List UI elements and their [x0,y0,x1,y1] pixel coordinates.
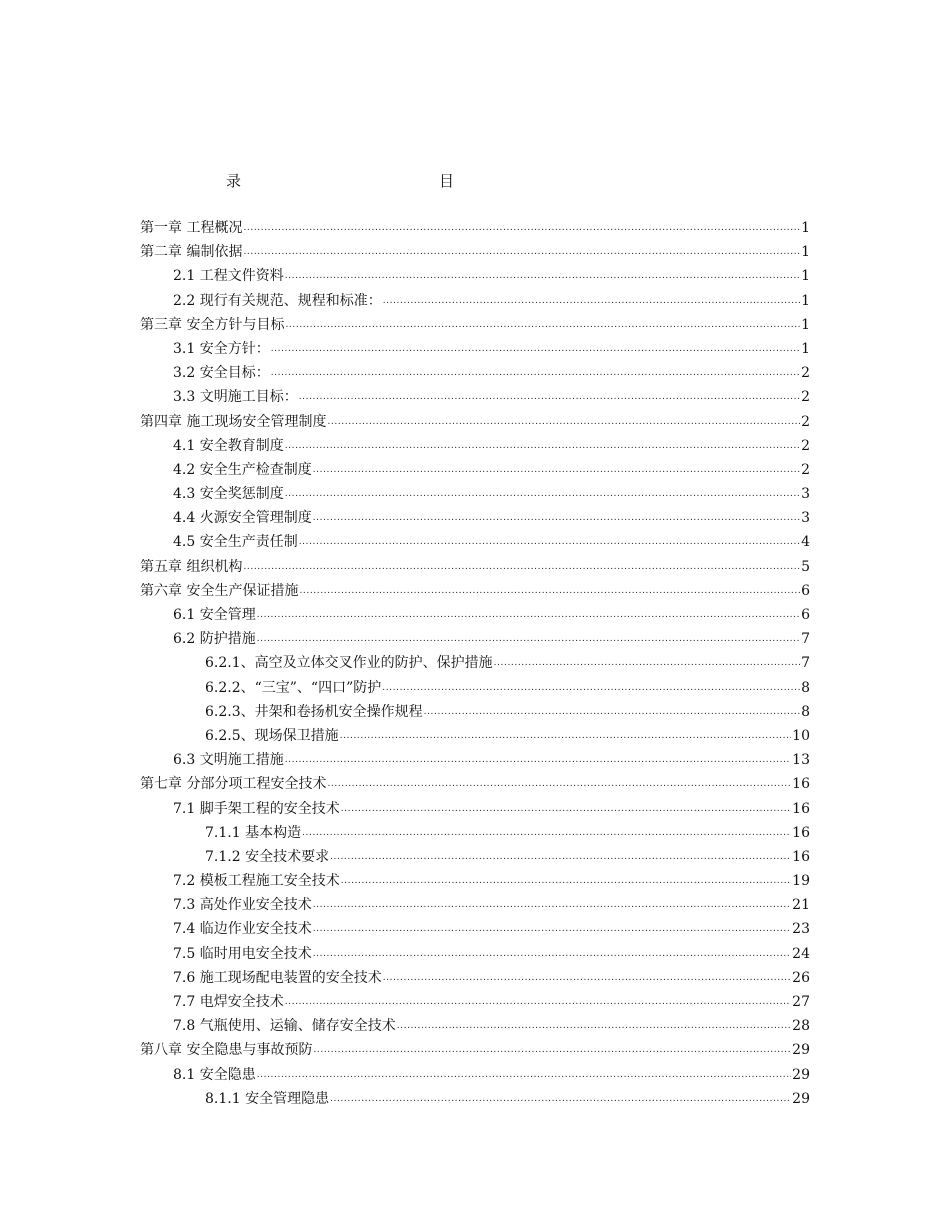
toc-dot-leader [271,343,800,355]
toc-entry-page-number: 3 [801,510,810,527]
toc-entry-label: 7.6 施工现场配电装置的安全技术 [173,969,382,986]
toc-entry-label: 3.1 安全方针： [173,340,270,357]
toc-dot-leader [257,609,800,621]
toc-entry[interactable] [140,700,810,724]
toc-dot-leader [257,633,800,645]
toc-entry-page-number: 29 [792,1042,810,1059]
toc-entry-label: 4.1 安全教育制度 [173,437,284,454]
toc-dot-leader [285,319,800,331]
toc-dot-leader [313,948,791,960]
toc-entry-label: 第三章 安全方针与目标 [140,316,285,333]
toc-entry[interactable] [140,797,810,821]
toc-dot-leader [313,464,800,476]
toc-dot-leader [243,222,800,234]
toc-entry-page-number: 16 [792,776,810,793]
toc-entry-label: 第四章 施工现场安全管理制度 [140,413,327,430]
toc-entry[interactable] [140,1038,810,1062]
toc-entry-page-number: 16 [792,824,810,841]
toc-entry-label: 7.1.2 安全技术要求 [205,848,330,865]
toc-entry[interactable] [140,772,810,796]
toc-entry-label: 7.4 临边作业安全技术 [173,921,312,938]
toc-entry-page-number: 29 [792,1066,810,1083]
toc-entry[interactable] [140,893,810,917]
toc-entry-page-number: 1 [801,244,810,261]
toc-entry-label: 7.3 高处作业安全技术 [173,897,312,914]
toc-entry[interactable] [140,289,810,313]
toc-entry[interactable] [140,724,810,748]
toc-entry-label: 7.1.1 基本构造 [205,824,302,841]
toc-entry-page-number: 8 [801,703,810,720]
toc-entry[interactable] [140,482,810,506]
toc-entry[interactable] [140,942,810,966]
toc-dot-leader [302,827,791,839]
toc-dot-leader [382,682,800,694]
toc-entry-page-number: 1 [801,316,810,333]
toc-entry-page-number: 29 [792,1090,810,1107]
toc-entry-page-number: 5 [801,558,810,575]
toc-entry[interactable] [140,603,810,627]
toc-entry-label: 第八章 安全隐患与事故预防 [140,1042,313,1059]
toc-entry-label: 6.2 防护措施 [173,631,256,648]
toc-dot-leader [285,754,791,766]
toc-entry-page-number: 3 [801,486,810,503]
toc-entry[interactable] [140,579,810,603]
toc-dot-leader [299,391,800,403]
toc-entry-label: 3.3 文明施工目标： [173,389,298,406]
toc-dot-leader [327,416,800,428]
toc-entry-page-number: 8 [801,679,810,696]
toc-entry-page-number: 10 [792,727,810,744]
toc-dot-leader [313,512,800,524]
toc-entry-page-number: 1 [801,220,810,236]
toc-title [0,170,950,191]
toc-entry[interactable] [140,264,810,288]
toc-entry[interactable] [140,434,810,458]
toc-dot-leader [313,1044,791,1056]
toc-entry[interactable] [140,555,810,579]
toc-entry-page-number: 24 [792,945,810,962]
toc-entry-label: 4.4 火源安全管理制度 [173,510,312,527]
toc-entry-label: 2.2 现行有关规范、规程和标准： [173,292,382,309]
toc-entry-page-number: 2 [801,389,810,406]
toc-title-char-1: 目 [438,172,454,190]
toc-entry[interactable] [140,1063,810,1087]
toc-entry-page-number: 2 [801,413,810,430]
toc-entry[interactable] [140,869,810,893]
toc-entry[interactable] [140,240,810,264]
toc-dot-leader [397,1020,791,1032]
toc-entry-page-number: 6 [801,607,810,623]
toc-entry-page-number: 1 [801,340,810,357]
toc-dot-leader [327,778,791,790]
toc-dot-leader [330,851,791,863]
toc-entry[interactable] [140,990,810,1014]
toc-entry-label: 7.5 临时用电安全技术 [173,945,312,962]
toc-dot-leader [299,536,800,548]
toc-dot-leader [383,972,791,984]
toc-entry[interactable] [140,821,810,845]
toc-entry[interactable] [140,410,810,434]
toc-entry-label: 7.7 电焊安全技术 [173,994,284,1010]
toc-entry-page-number: 27 [792,994,810,1010]
toc-entry-label: 4.3 安全奖惩制度 [173,486,284,503]
toc-entry[interactable] [140,1087,810,1111]
toc-dot-leader [299,585,800,597]
toc-entry-label: 7.8 气瓶使用、运输、储存安全技术 [173,1018,396,1035]
toc-entry-page-number: 7 [801,655,810,672]
toc-dot-leader [243,246,800,258]
toc-dot-leader [424,706,800,718]
toc-entry-page-number: 16 [792,848,810,865]
toc-dot-leader [271,367,800,379]
toc-entry-page-number: 4 [801,534,810,551]
toc-entry-page-number: 26 [792,969,810,986]
toc-entry[interactable] [140,627,810,651]
toc-entry[interactable] [140,506,810,530]
toc-dot-leader [257,1069,791,1081]
toc-entry-page-number: 6 [801,582,810,599]
toc-entry-page-number: 2 [801,461,810,478]
toc-dot-leader [341,803,791,815]
toc-dot-leader [313,923,791,935]
toc-entry-page-number: 2 [801,437,810,454]
toc-entry[interactable] [140,361,810,385]
toc-entry-label: 7.2 模板工程施工安全技术 [173,873,340,890]
toc-entry[interactable] [140,530,810,554]
toc-entry-page-number: 19 [792,873,810,890]
toc-entry-label: 第一章 工程概况 [140,220,243,236]
toc-entry-page-number: 16 [792,800,810,817]
toc-dot-leader [285,488,800,500]
toc-entry-label: 6.2.2、“三宝”、“四口”防护 [205,679,382,696]
toc-dot-leader [243,561,800,573]
toc-entry[interactable] [140,845,810,869]
toc-entry-label: 第二章 编制依据 [140,244,243,261]
toc-entry[interactable] [140,385,810,409]
toc-entry-label: 3.2 安全目标： [173,365,270,382]
toc-entry-page-number: 1 [801,292,810,309]
toc-entry-label: 6.2.5、现场保卫措施 [205,727,339,744]
toc-entry[interactable] [140,458,810,482]
toc-entry-page-number: 1 [801,268,810,285]
toc-entry[interactable] [140,651,810,675]
toc-entry-label: 6.2.3、井架和卷扬机安全操作规程 [205,703,423,720]
toc-entry-label: 6.1 安全管理 [173,607,256,623]
toc-dot-leader [285,996,791,1008]
toc-entry-label: 7.1 脚手架工程的安全技术 [173,800,340,817]
toc-entry[interactable] [140,313,810,337]
toc-entry-page-number: 13 [792,752,810,769]
toc-entry-page-number: 2 [801,365,810,382]
toc-entry-label: 8.1.1 安全管理隐患 [205,1090,330,1107]
toc-entry-page-number: 28 [792,1018,810,1035]
toc-dot-leader [383,295,800,307]
toc-dot-leader [313,899,791,911]
toc-dot-leader [285,440,800,452]
toc-entry[interactable] [140,676,810,700]
table-of-contents [140,216,810,1111]
toc-entry-label: 第五章 组织机构 [140,558,243,575]
toc-entry-page-number: 23 [792,921,810,938]
toc-entry-label: 4.5 安全生产责任制 [173,534,298,551]
toc-entry[interactable] [140,216,810,240]
toc-entry-label: 8.1 安全隐患 [173,1066,256,1083]
toc-dot-leader [341,875,791,887]
toc-dot-leader [494,657,800,669]
toc-title-char-2: 录 [226,172,242,190]
toc-dot-leader [340,730,792,742]
toc-entry-label: 4.2 安全生产检查制度 [173,461,312,478]
toc-dot-leader [285,270,800,282]
toc-entry-label: 6.3 文明施工措施 [173,752,284,769]
toc-entry[interactable] [140,748,810,772]
toc-entry-page-number: 21 [792,897,810,914]
toc-entry-label: 6.2.1、高空及立体交叉作业的防护、保护措施 [205,655,493,672]
toc-entry-page-number: 7 [801,631,810,648]
toc-dot-leader [330,1093,791,1105]
toc-entry[interactable] [140,966,810,990]
toc-entry[interactable] [140,1014,810,1038]
toc-entry-label: 第六章 安全生产保证措施 [140,582,299,599]
toc-entry[interactable] [140,917,810,941]
toc-entry-label: 第七章 分部分项工程安全技术 [140,776,327,793]
toc-entry-label: 2.1 工程文件资料 [173,268,284,285]
toc-entry[interactable] [140,337,810,361]
